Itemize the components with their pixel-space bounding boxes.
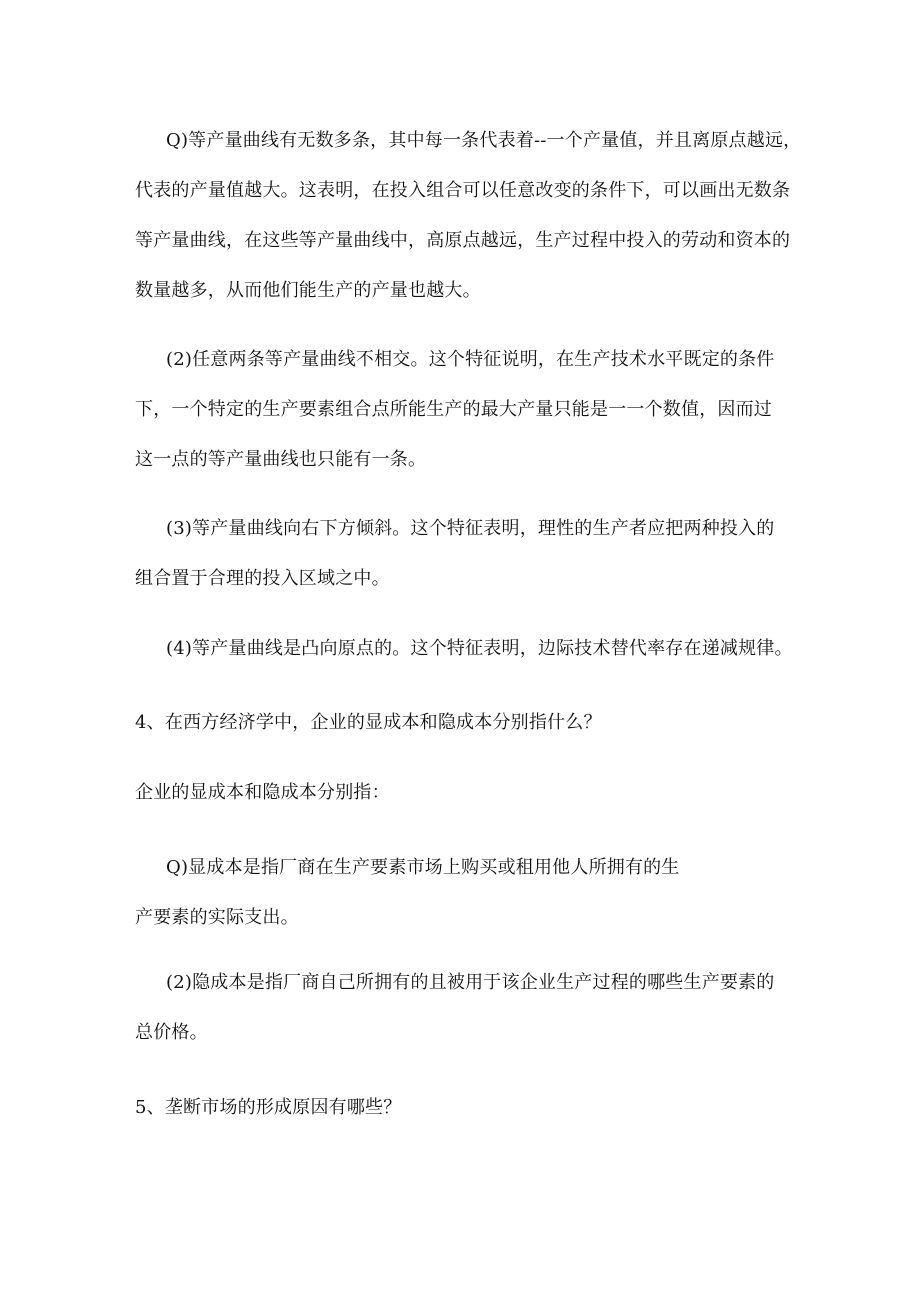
paragraph-4-line-1: (4)等产量曲线是凸向原点的。这个特征表明，边际技术替代率存在递减规律。 (166, 638, 793, 659)
question-5-heading: 5、垄断市场的形成原因有哪些？ (135, 1097, 402, 1118)
answer-4-item-1-line-1: Q)显成本是指厂商在生产要素市场上购买或租用他人所拥有的生 (166, 857, 680, 878)
answer-4-item-2-line-2: 总价格。 (135, 1022, 208, 1043)
paragraph-2-line-2: 下，一个特定的生产要素组合点所能生产的最大产量只能是一一个数值，因而过 (135, 399, 772, 420)
answer-4-intro: 企业的显成本和隐成本分别指： (135, 782, 390, 803)
paragraph-3-line-2: 组合置于合理的投入区域之中。 (135, 568, 390, 589)
paragraph-3-line-1: (3)等产量曲线向右下方倾斜。这个特征表明，理性的生产者应把两种投入的 (166, 518, 775, 539)
paragraph-1-line-1: Q)等产量曲线有无数多条，其中每一条代表着--一个产量值，并且离原点越远， (166, 130, 802, 151)
paragraph-2-line-3: 这一点的等产量曲线也只能有一条。 (135, 449, 427, 470)
paragraph-1-line-4: 数量越多，从而他们能生产的产量也越大。 (135, 280, 481, 301)
question-4-heading: 4、在西方经济学中，企业的显成本和隐成本分别指什么？ (135, 712, 602, 733)
answer-4-item-1-line-2: 产要素的实际支出。 (135, 907, 299, 928)
paragraph-1-line-2: 代表的产量值越大。这表明，在投入组合可以任意改变的条件下，可以画出无数条 (135, 180, 791, 201)
answer-4-item-2-line-1: (2)隐成本是指厂商自己所拥有的且被用于该企业生产过程的哪些生产要素的 (166, 972, 775, 993)
paragraph-2-line-1: (2)任意两条等产量曲线不相交。这个特征说明，在生产技术水平既定的条件 (166, 349, 775, 370)
paragraph-1-line-3: 等产量曲线，在这些等产量曲线中，高原点越远，生产过程中投入的劳动和资本的 (135, 230, 791, 251)
